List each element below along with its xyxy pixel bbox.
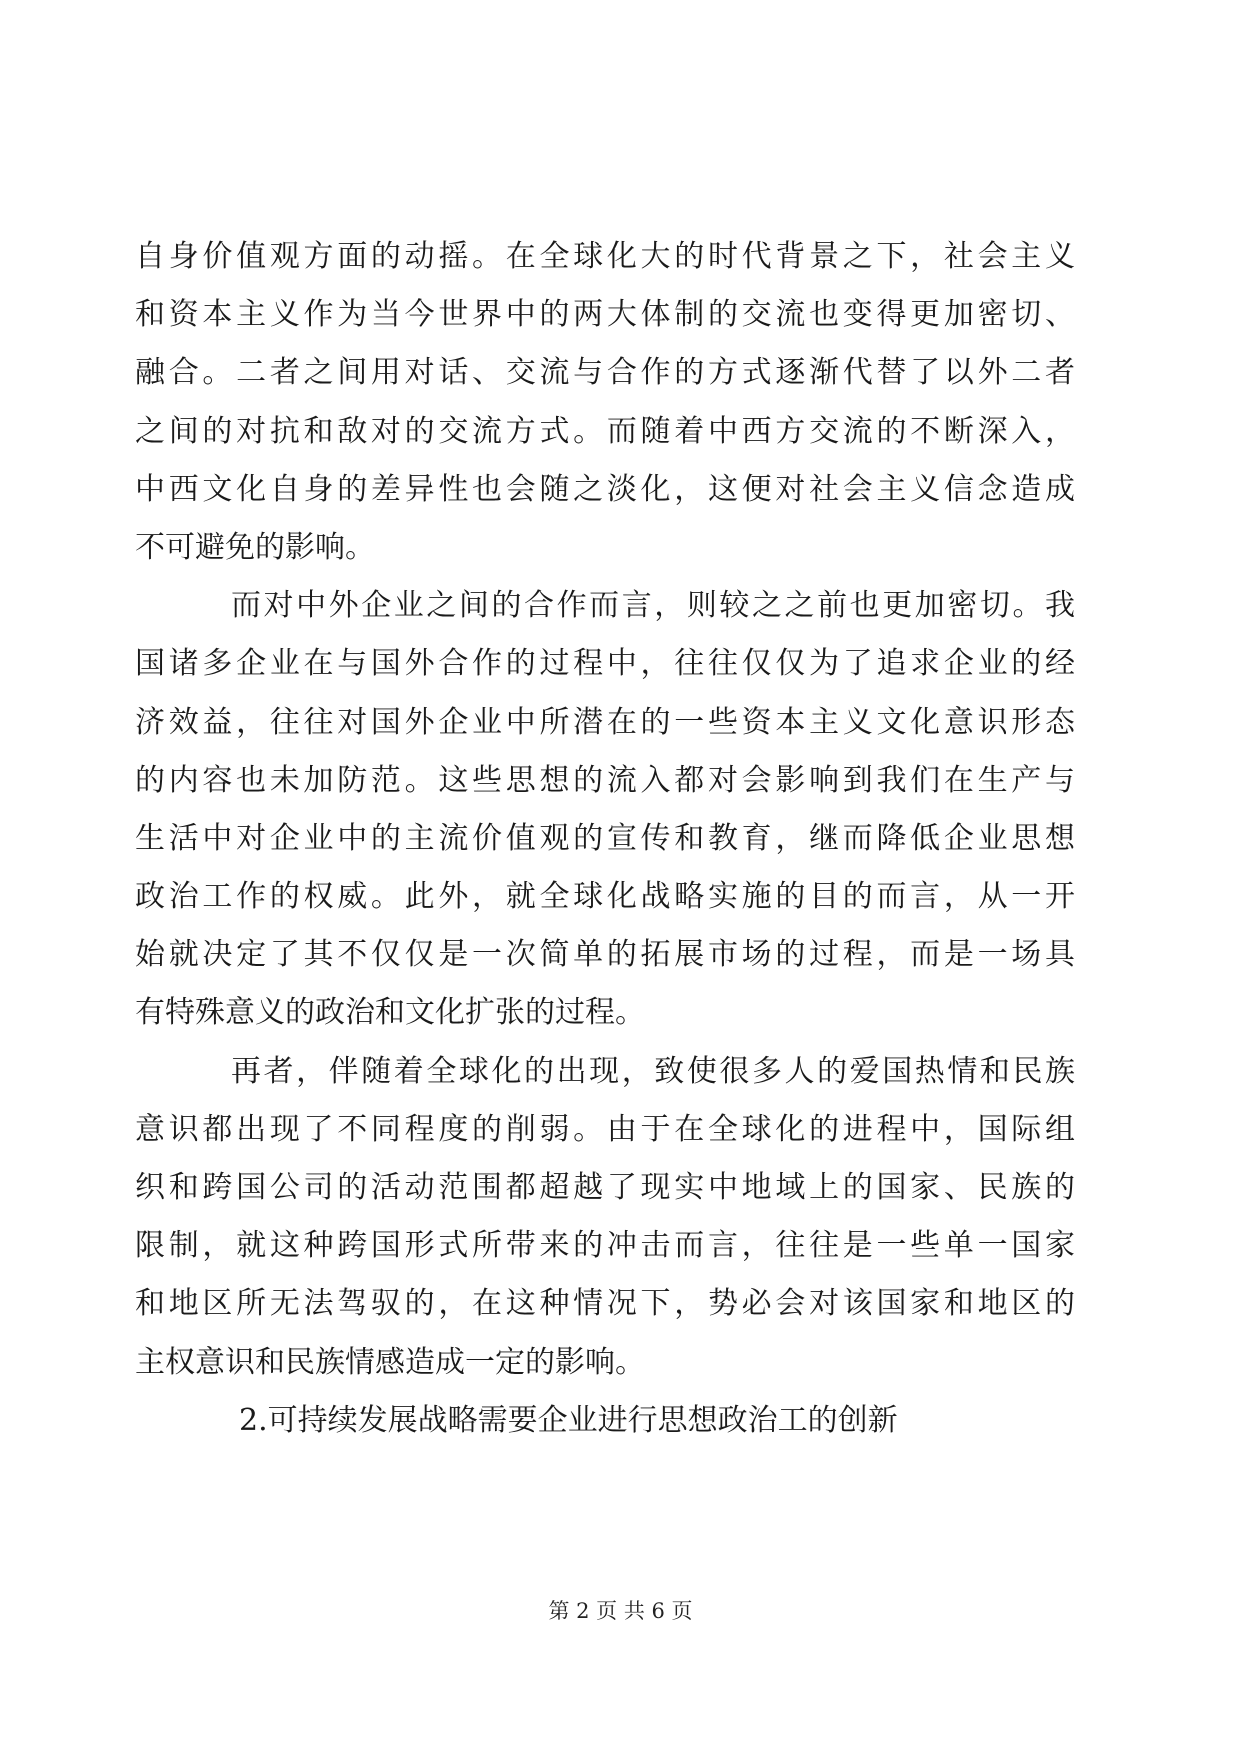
text-line: 融合。二者之间用对话、交流与合作的方式逐渐代替了以外二者 [135,355,1075,391]
text-line: 的内容也未加防范。这些思想的流入都对会影响到我们在生产与 [135,762,1075,798]
text-line: 生活中对企业中的主流价值观的宣传和教育，继而降低企业思想 [135,820,1075,856]
text-line: 和地区所无法驾驭的，在这种情况下，势必会对该国家和地区的 [135,1286,1075,1322]
text-line: 有特殊意义的政治和文化扩张的过程。 [135,995,645,1031]
text-line: 和资本主义作为当今世界中的两大体制的交流也变得更加密切、 [135,297,1075,333]
text-line: 自身价值观方面的动摇。在全球化大的时代背景之下，社会主义 [135,239,1075,274]
body-text [135,228,1075,1450]
section-heading: 2.可持续发展战略需要企业进行思想政治工的创新 [239,1402,898,1438]
text-line: 政治工作的权威。此外，就全球化战略实施的目的而言，从一开 [135,879,1075,915]
paragraph [135,228,1075,577]
text-line: 限制，就这种跨国形式所带来的冲击而言，往往是一些单一国家 [135,1228,1075,1264]
text-line: 济效益，往往对国外企业中所潜在的一些资本主义文化意识形态 [135,704,1075,740]
text-line: 之间的对抗和敌对的交流方式。而随着中西方交流的不断深入， [135,413,1075,449]
paragraph [135,1043,1075,1392]
text-line: 织和跨国公司的活动范围都超越了现实中地域上的国家、民族的 [135,1170,1075,1205]
paragraph [135,577,1075,1043]
text-line: 不可避免的影响。 [135,529,375,565]
page-footer: 第 2 页 共 6 页 [548,1599,693,1623]
text-line: 意识都出现了不同程度的削弱。由于在全球化的进程中，国际组 [135,1111,1075,1147]
text-line: 再者，伴随着全球化的出现，致使很多人的爱国热情和民族 [231,1053,1075,1089]
text-line: 始就决定了其不仅仅是一次简单的拓展市场的过程，而是一场具 [135,937,1075,973]
text-line: 国诸多企业在与国外合作的过程中，往往仅仅为了追求企业的经 [135,646,1075,682]
text-line: 主权意识和民族情感造成一定的影响。 [135,1344,645,1380]
text-line: 中西文化自身的差异性也会随之淡化，这便对社会主义信念造成 [135,471,1075,507]
text-line: 而对中外企业之间的合作而言，则较之之前也更加密切。我 [231,588,1075,624]
